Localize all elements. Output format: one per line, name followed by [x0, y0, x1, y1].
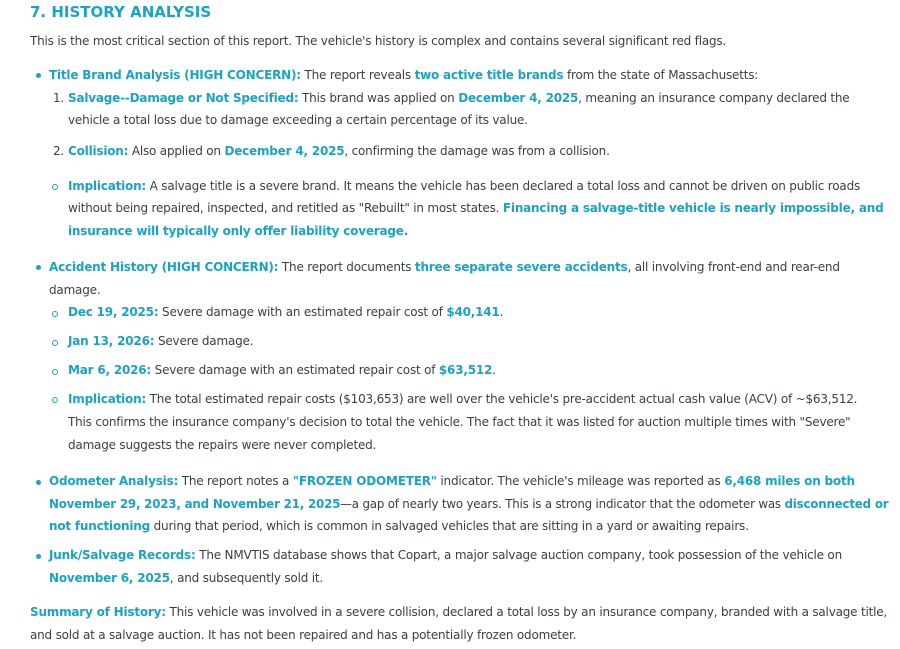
title-brand-highlight: two active title brands — [414, 68, 564, 82]
brand-item-collision: Collision: Also applied on December 4, 2025, confirming the damage was from a collision. — [68, 144, 610, 158]
sub-bullet-icon — [52, 397, 58, 403]
accident-label: Accident History (HIGH CONCERN): — [49, 260, 279, 274]
odometer-line1: Odometer Analysis: The report notes a "FROZEN ODOMETER" indicator. The vehicle's mileage was reported as 6,468 miles on both — [49, 474, 855, 488]
salvage-date: December 4, 2025 — [458, 91, 579, 105]
title-implication-line3: insurance will typically only offer liability coverage. — [68, 224, 409, 238]
title-brand-label: Title Brand Analysis (HIGH CONCERN): — [49, 68, 301, 82]
accident-item: Dec 19, 2025: Severe damage with an estimated repair cost of $40,141. — [68, 305, 504, 319]
summary-line1: Summary of History: This vehicle was involved in a severe collision, declared a total loss by an insurance company, branded with a salvage title, — [30, 605, 888, 619]
accident-implication-line2: This confirms the insurance company's decision to total the vehicle. The fact that it was listed for auction multiple times with "Severe" — [68, 415, 851, 429]
list-number: 2. — [53, 144, 65, 158]
accident-item: Mar 6, 2026: Severe damage with an estimated repair cost of $63,512. — [68, 363, 496, 377]
summary-line2: and sold at a salvage auction. It has not been repaired and has a potentially frozen odometer. — [30, 628, 577, 642]
junk-line1: Junk/Salvage Records: The NMVTIS database shows that Copart, a major salvage auction company, took possession of the vehicle on — [49, 548, 842, 562]
bullet-icon — [36, 265, 41, 270]
title-brand-paragraph: Title Brand Analysis (HIGH CONCERN): The report reveals two active title brands from the state of Massachusetts: — [49, 68, 759, 82]
frozen-odometer-quote: "FROZEN ODOMETER" — [292, 474, 437, 488]
brand-item-salvage: Salvage--Damage or Not Specified: This brand was applied on December 4, 2025, meaning an insurance company declared the — [68, 91, 850, 105]
collision-label: Collision: — [68, 144, 129, 158]
accident-implication-line1: Implication: The total estimated repair costs ($103,653) are well over the vehicle's pre-accident actual cash value (ACV) of ~$63,512. — [68, 392, 858, 406]
bullet-icon — [36, 554, 41, 559]
odometer-line3: not functioning during that period, which is common in salvaged vehicles that are sitting in a yard or awaiting repairs. — [49, 519, 749, 533]
collision-date: December 4, 2025 — [224, 144, 345, 158]
implication-label: Implication: — [68, 392, 147, 406]
accident-item: Jan 13, 2026: Severe damage. — [68, 334, 254, 348]
brand-item-salvage-cont: vehicle a total loss due to damage exceeding a certain percentage of its value. — [68, 113, 528, 127]
odometer-label: Odometer Analysis: — [49, 474, 179, 488]
title-implication-line1: Implication: A salvage title is a severe brand. It means the vehicle has been declared a total loss and cannot be driven on public roads — [68, 179, 861, 193]
accident-paragraph-cont: damage. — [49, 283, 101, 297]
junk-date: November 6, 2025 — [49, 571, 170, 585]
list-number: 1. — [53, 91, 65, 105]
intro-text: This is the most critical section of this report. The vehicle's history is complex and contains several significant red flags. — [30, 34, 727, 48]
implication-label: Implication: — [68, 179, 147, 193]
junk-label: Junk/Salvage Records: — [49, 548, 196, 562]
title-implication-line2: without being repaired, inspected, and retitled as "Rebuilt" in most states. Financing a salvage-title vehicle is nearly impossible, and — [68, 201, 884, 215]
salvage-label: Salvage--Damage or Not Specified: — [68, 91, 299, 105]
sub-bullet-icon — [52, 311, 58, 317]
accident-paragraph: Accident History (HIGH CONCERN): The report documents three separate severe accidents, all involving front-end and rear-end — [49, 260, 840, 274]
junk-line2: November 6, 2025, and subsequently sold it. — [49, 571, 323, 585]
sub-bullet-icon — [52, 340, 58, 346]
sub-bullet-icon — [52, 369, 58, 375]
odometer-line2: November 29, 2023, and November 21, 2025—a gap of nearly two years. This is a strong indicator that the odometer was disconnected or — [49, 497, 889, 511]
bullet-icon — [36, 73, 41, 78]
accident-implication-line3: damage suggests the repairs were never completed. — [68, 438, 377, 452]
sub-bullet-icon — [52, 184, 58, 190]
summary-label: Summary of History: — [30, 605, 166, 619]
bullet-icon — [36, 480, 41, 485]
accident-highlight: three separate severe accidents — [414, 260, 628, 274]
section-heading: 7. HISTORY ANALYSIS — [30, 3, 212, 21]
